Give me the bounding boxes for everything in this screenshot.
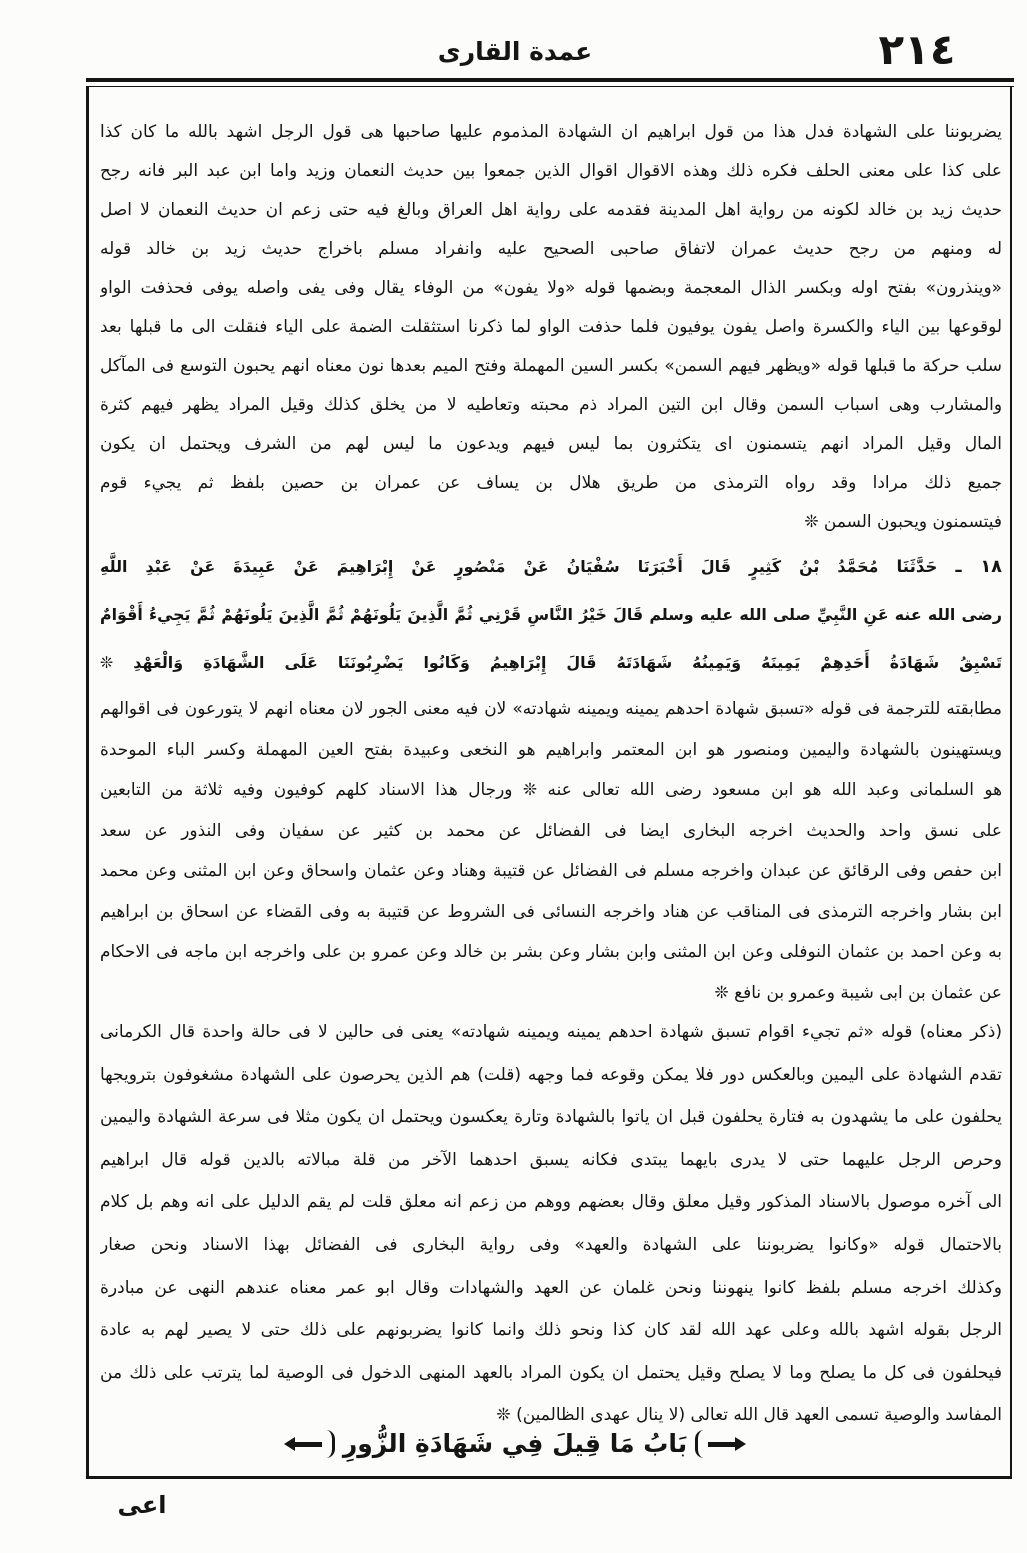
commentary-line: به وعن احمد بن عثمان النوفلى وعن ابن المثنى وابن بشار وعن بشر بن خالد وعن عمرو بن على واخرجه ابن ماجه فى الاحكام (100, 941, 1002, 961)
chapter-heading-text: بَابُ مَا قِيلَ فِي شَهَادَةِ الزُّورِ (342, 1429, 688, 1458)
heading-ornament-left (294, 1442, 322, 1447)
commentary-line: فيتسمنون ويحبون السمن ❊ (804, 511, 1002, 531)
commentary-line: سلب حركة ما قبلها قوله «ويظهر فيهم السمن» بكسر السين المهملة وفتح الميم بعدها نون معناه انهم يحبون التوسع فى المآكل (100, 355, 1002, 375)
commentary-line: له ومنهم من رجح حديث عمران لاتفاق صاحبى الصحيح عليه وانفراد مسلم باخراج حديث زيد بن خالد قوله (100, 238, 1002, 258)
hadith-number: ١٨ ـ (955, 557, 1002, 577)
commentary-line: (ذكر معناه) قوله «ثم تجيء اقوام تسبق شهادة احدهم يمينه ويمينه شهادته» يعنى فى حالين لا فى حالة واحدة قال الكرمانى (100, 1022, 1002, 1042)
header-rule (86, 78, 1014, 82)
commentary-line: ويستهينون بالشهادة واليمين ومنصور هو ابن المعتمر وابراهيم هو النخعى وعبيدة بفتح العين المهملة وكسر الباء الموحدة (100, 738, 1002, 759)
commentary-line: والمشارب وهى اسباب السمن وقال ابن التين المراد ذم محبته وتعاطيه لا من يخلق كذلك وقيل المراد يظهر فيهم كثرة (100, 394, 1002, 414)
commentary-line: بالاحتمال قوله «وكانوا يضربوننا على الشهادة والعهد» وفى رواية البخارى فى الفضائل بهذا الاسناد ونحن صغار (100, 1234, 1002, 1255)
hadith-opening: حَدَّثَنَا (896, 557, 938, 576)
commentary-line: ابن حفص وفى الرقائق عن عبدان واخرجه مسلم فى الفضائل عن قتيبة وهناد وعن عثمان واسحاق وعن ابن المثنى وعن محمد (100, 860, 1002, 880)
running-title: عمدة القارى (437, 37, 593, 66)
commentary-line: على كذا على معنى الحلف فكره ذلك وهذه الاقوال اقوال الذين جمعوا بين حديث النعمان وزيد واما ابن عبد البر فانه رجح (100, 160, 1002, 180)
commentary-line: ابن بشار واخرجه الترمذى فى المناقب عن هناد واخرجه النسائى فى الشروط عن قتيبة به وفى القضاء عن اسحاق بن ابراهيم (100, 900, 1002, 921)
commentary-line: الرجل بقوله اشهد بالله وعلى عهد الله لقد كان كذا ونحو ذلك وانما كانوا يضربونهم على ذلك حتى لا يصير لهم به عادة (100, 1320, 1002, 1341)
printer-signature-mark: اعى (117, 1491, 167, 1519)
commentary-line: فيحلفون فى كل ما يصلح وما لا يصلح وقيل يحتمل ان يكون المراد بالعهد المنهى الدخول فى الوصية لما يترتب على ذلك من (100, 1362, 1002, 1383)
hadith-line (100, 543, 1002, 591)
commentary-line: تقدم الشهادة على اليمين وبالعكس دور فلا يمكن وقوعه فما وجهه (قلت) هم الذين يحرصون على الشهادة مشغوفون بترويجها (100, 1064, 1002, 1085)
commentary-line: المال وقيل المراد انهم يتسمنون اى يتكثرون بما ليس فيهم ويدعون ما ليس لهم من الشرف ويحتمل ان يكون (100, 433, 1002, 453)
commentary-block-bottom (100, 1011, 1002, 1437)
commentary-line: لوقوعها بين الياء والكسرة واصل يفون يوفيون فلما حذفت الواو لما ذكرنا استثقلت الضمة على الياء فنقلت الى ما قبلها بعد (100, 316, 1002, 336)
heading-bracket-right (695, 1430, 704, 1458)
page-number: ٢١٤ (878, 25, 956, 74)
heading-ornament-right (708, 1442, 736, 1447)
commentary-line: جميع ذلك مرادا وقد رواه الترمذى من طريق هلال بن يساف عن عمران بن حصين بلفظ ثم يجيء قوم (100, 472, 1002, 492)
commentary-line: وحرص الرجل عليهما حتى لا يدرى بايهما يبتدى فكانه يسبق احدهما الآخر من قلة مبالاته بالدين قوله قال ابراهيم (100, 1149, 1002, 1170)
commentary-line: هو السلمانى وعبد الله هو ابن مسعود رضى الله تعالى عنه ❊ ورجال هذا الاسناد كلهم كوفيون وفيه ثلاثة من التابعين (100, 779, 1002, 799)
commentary-line: عن عثمان بن ابى شيبة وعمرو بن نافع ❊ (714, 981, 1002, 1002)
commentary-line: المفاسد والوصية تسمى العهد قال الله تعالى (لا ينال عهدى الظالمين) ❊ (496, 1405, 1002, 1426)
commentary-line: حديث زيد بن خالد لكونه من رواية اهل المدينة فقدمه على رواية اهل العراق وبالغ فيه حتى زعم ان حديث النعمان لا اصل (100, 199, 1002, 219)
heading-bracket-left (326, 1430, 335, 1458)
commentary-block-middle (100, 688, 1002, 1012)
commentary-line: يضربوننا على الشهادة فدل هذا من قول ابراهيم ان الشهادة المذموم عليها صاحبها هى قول الرجل اشهد بالله ما كان كذا (100, 121, 1002, 141)
commentary-block-top (100, 112, 1002, 541)
hadith-text: مُحَمَّدُ بْنُ كَثِيرٍ قَالَ أَخْبَرَنَا سُفْيَانُ عَنْ مَنْصُورٍ عَنْ إِبْرَاهِيمَ عَنْ عَبِيدَةَ عَنْ عَبْدِ اللَّهِ (100, 557, 879, 576)
commentary-line: يحلفون على ما يشهدون به فتارة يحلفون قبل ان ياتوا بالشهادة وتارة يعكسون ويحتمل ان يكون مثلا فى سرعة الشهادة واليمين (100, 1107, 1002, 1128)
commentary-line: على نسق واحد والحديث اخرجه البخارى ايضا فى الفضائل عن محمد بن كثير عن سفيان وفى النذور عن سعد (100, 819, 1002, 840)
hadith-line: رضى الله عنه عَنِ النَّبِيِّ صلى الله عليه وسلم قَالَ خَيْرُ النَّاسِ قَرْنِي ثُمَّ الَّذِينَ يَلُونَهُمْ ثُمَّ الَّذِينَ يَلُونَهُمْ ثُمَّ يَجِيءُ أَقْوَامٌ (100, 605, 1002, 624)
commentary-line: الى آخره موصول بالاسناد المذكور وقيل معلق وقال بعضهم ووهم من زعم انه معلق قلت لم يقم الدليل على انه وهم بل كلام (100, 1192, 1002, 1213)
commentary-line: وكذلك اخرجه مسلم بلفظ كانوا ينهوننا ونحن غلمان عن العهد والشهادات وقال ابو عمر معناه عندهم النهى عن مبادرة (100, 1277, 1002, 1298)
hadith-block (100, 543, 1002, 687)
chapter-heading (290, 1422, 740, 1466)
commentary-line: مطابقته للترجمة فى قوله «تسبق شهادة احدهم يمينه ويمينه شهادته» لان فيه معنى الجور لان معناه انهم لا يتورعون فى اقوالهم (100, 698, 1002, 718)
hadith-line: تَسْبِقُ شَهَادَةُ أَحَدِهِمْ يَمِينَهُ وَيَمِينُهُ شَهَادَتَهُ قَالَ إِبْرَاهِيمُ وَكَانُوا يَضْرِبُونَنَا عَلَى الشَّهَادَةِ وَالْعَهْدِ ❊ (100, 653, 1002, 672)
commentary-line: «وينذرون» بفتح اوله وبكسر الذال المعجمة وبضمها قوله «ولا يفون» من الوفاء يقال وفى يفى واصله يوفى فحذفت الواو (100, 277, 1002, 297)
